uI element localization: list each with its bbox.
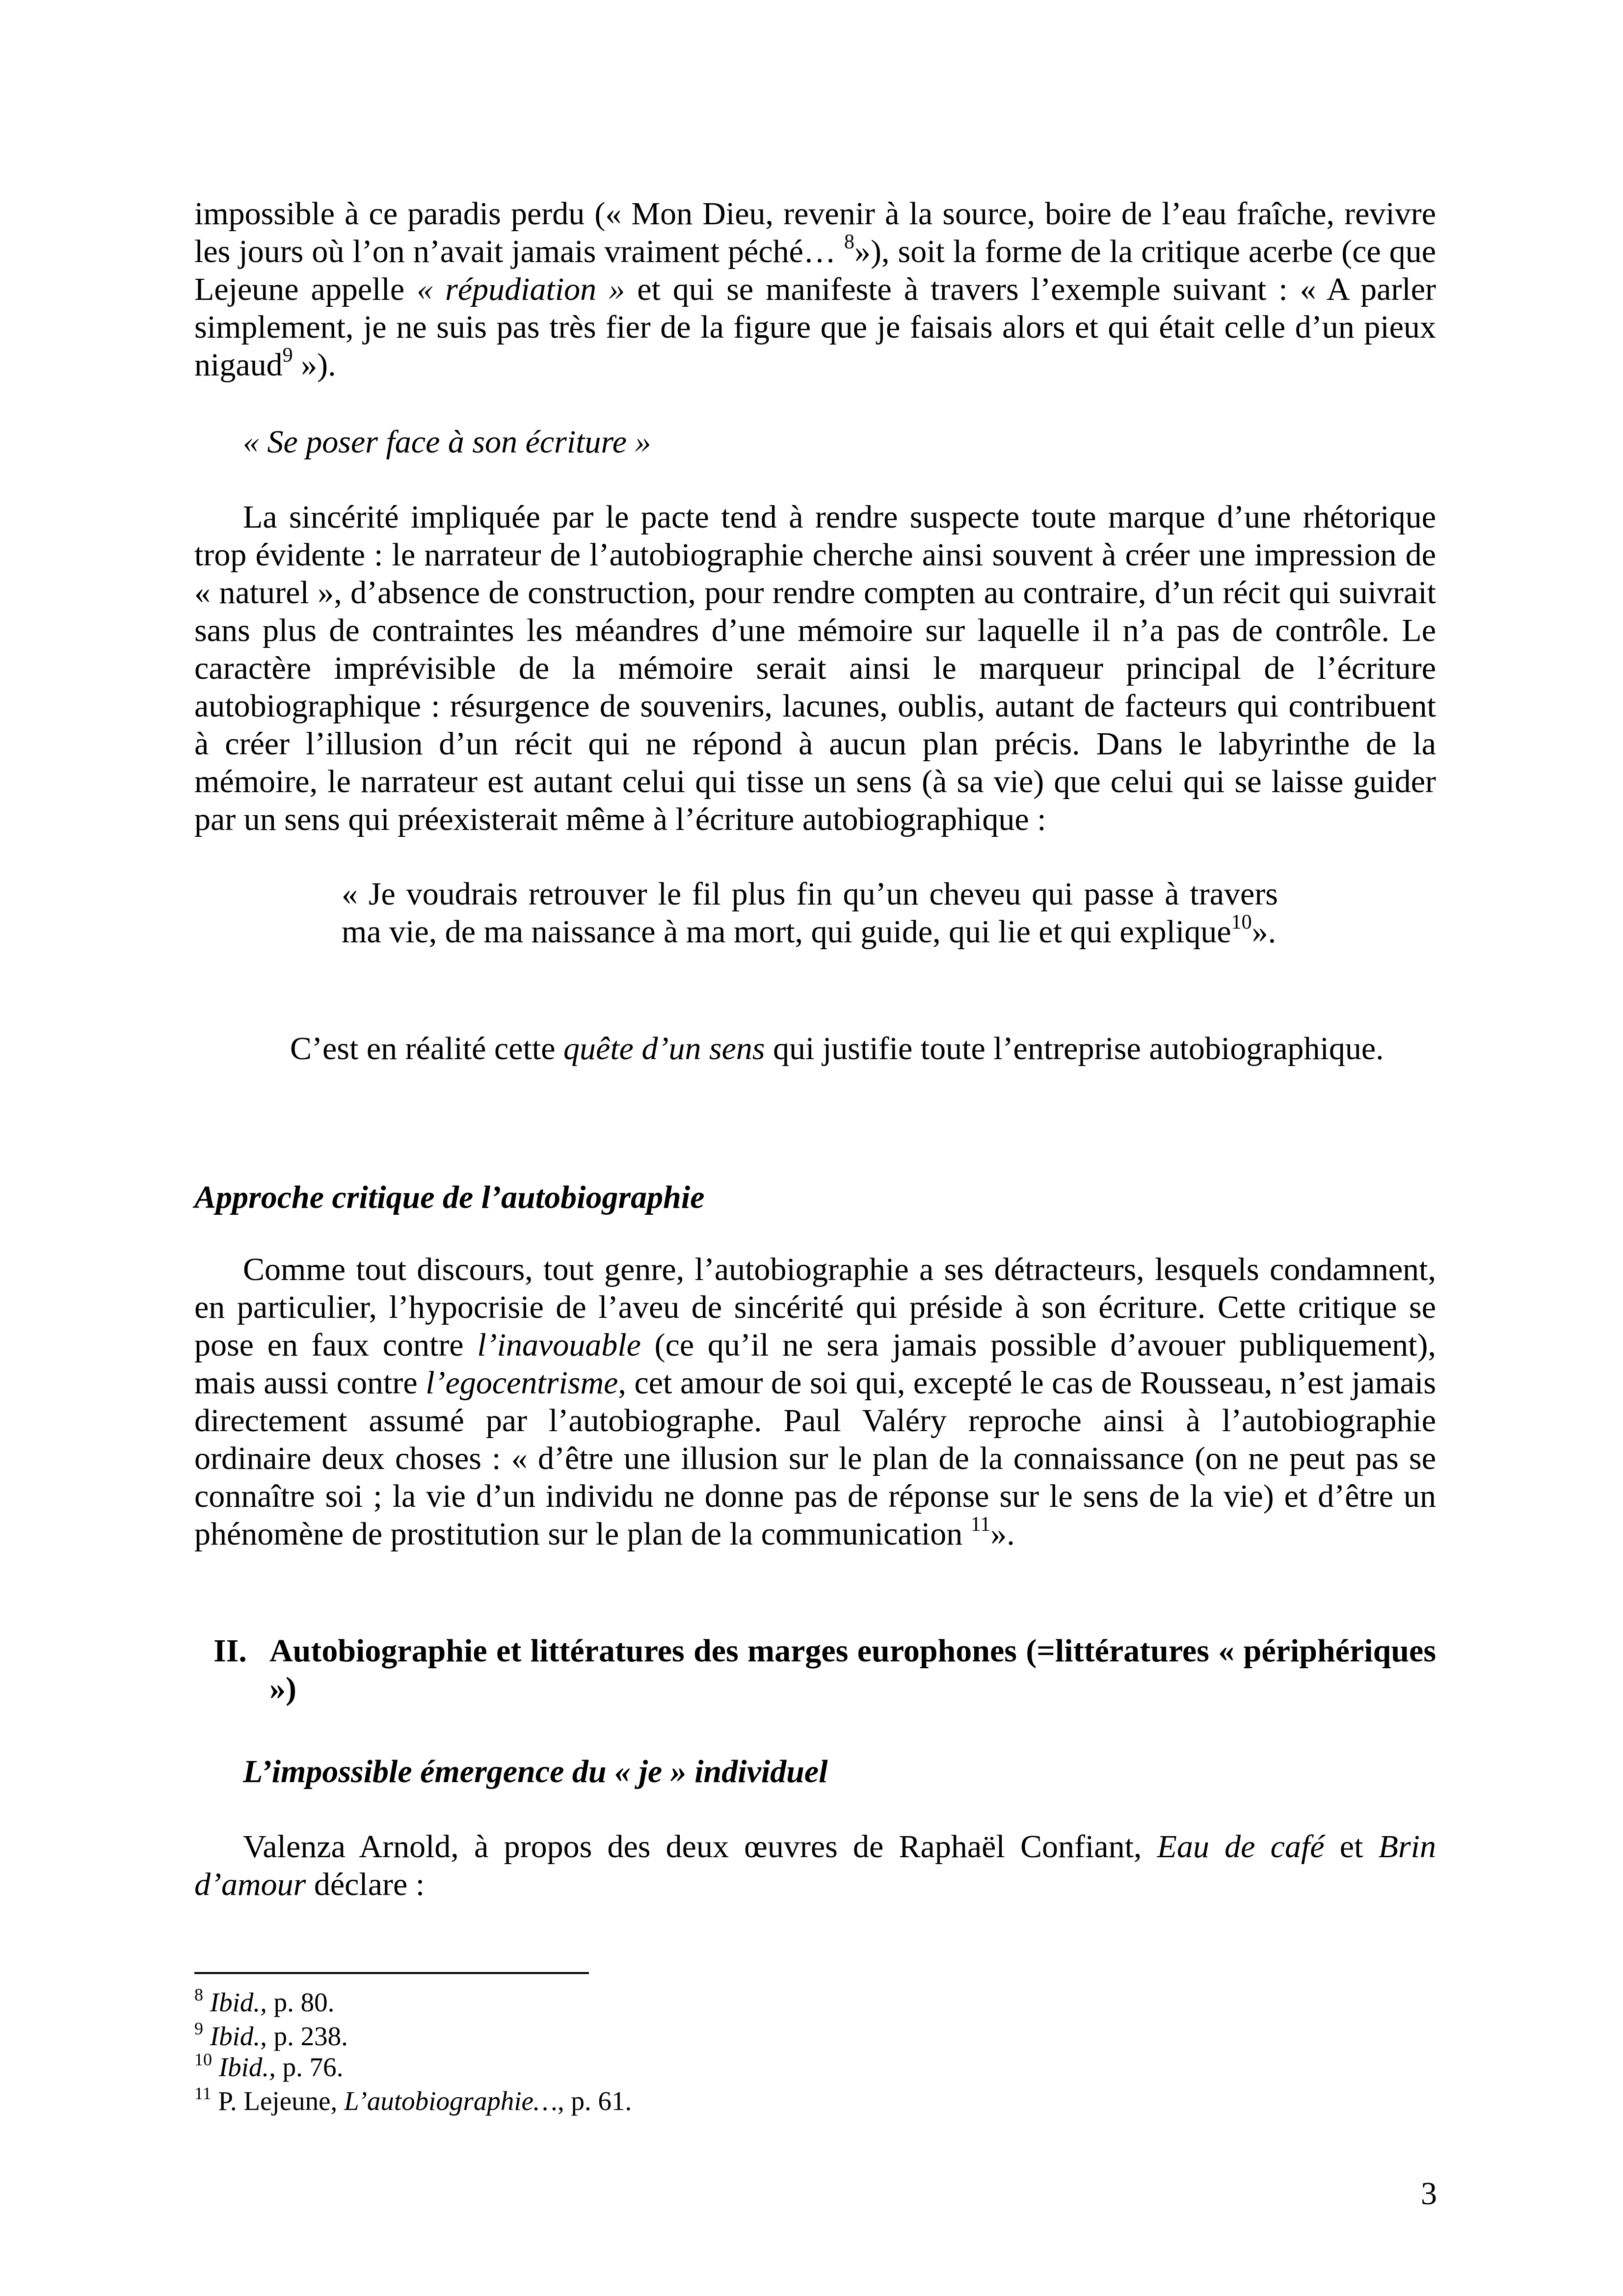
text-run: , p. 61. — [557, 2086, 632, 2116]
paragraph-critique — [194, 1251, 1436, 1553]
text-run: Eau de café — [1157, 1829, 1325, 1865]
text-run: « Je voudrais retrouver le fil plus fin qu’un cheveu qui passe à travers ma vie, de ma naissance à ma mort, qui guide, qui lie et qui explique — [342, 876, 1278, 950]
text-run: Ibid., — [218, 2052, 276, 2082]
footnote-11 — [194, 2084, 632, 2117]
text-run: « répudiation » — [417, 271, 625, 307]
text-run: et — [1324, 1829, 1379, 1865]
subheading-se-poser — [243, 423, 651, 461]
text-run: Comme tout discours, tout genre, l’autobiographie a ses détracteurs, lesquels condamnent, en particulier, l’hypocrisie de l’aveu de sincérité qui préside à son écriture. Cette critique se pose en faux contre — [194, 1252, 1436, 1363]
footnote-ref: 11 — [194, 2083, 212, 2103]
footnote-ref: 9 — [194, 2019, 203, 2038]
text-run: déclare : — [306, 1867, 425, 1902]
text-run: C’est en réalité cette — [290, 1031, 564, 1067]
text-run: La sincérité impliquée par le pacte tend à rendre suspecte toute marque d’une rhétorique trop évidente : le narrateur de l’autobiographie cherche ainsi souvent à créer une impression de « naturel », d’absence de construction, pour rendre compten au contraire, d’un récit qui suivrait sans plus de contraintes les méandres d’une mémoire sur laquelle il n’a pas de contrôle. Le caractère imprévisible de la mémoire serait ainsi le marqueur principal de l’écriture autobiographique : résurgence de souvenirs, lacunes, oublis, autant de facteurs qui contribuent à créer l’illusion d’un récit qui ne répond à aucun plan précis. Dans le labyrinthe de la mémoire, le narrateur est autant celui qui tisse un sens (à sa vie) que celui qui se laisse guider par un sens qui préexisterait même à l’écriture autobiographique : — [194, 499, 1436, 837]
text-run: Valenza Arnold, à propos des deux œuvres de Raphaël Confiant, — [243, 1829, 1157, 1865]
text-run — [203, 1987, 210, 2017]
subheading-impossible-emergence — [243, 1753, 828, 1790]
section-number: II. — [213, 1633, 247, 1669]
paragraph-continuation — [194, 195, 1436, 384]
page-number: 3 — [1421, 2176, 1437, 2212]
footnote-ref: 8 — [194, 1985, 203, 2004]
text-run: (ce qu’il ne sera jamais possible d’avouer publiquement), mais aussi contre — [194, 1327, 1436, 1401]
text-run: l’inavouable — [477, 1327, 641, 1363]
text-run: impossible à ce paradis perdu (« Mon Dieu, revenir à la source, boire de l’eau fraîche, revivre les jours où l’on n’avait jamais vraiment péché… — [194, 196, 1436, 269]
text-run: ». — [990, 1516, 1015, 1552]
text-run: p. 238. — [266, 2021, 348, 2051]
text-run: qui justifie toute l’entreprise autobiographique. — [765, 1031, 1384, 1067]
text-run: »), soit la forme de la critique acerbe (ce que Lejeune appelle — [194, 234, 1436, 307]
text-run: ». — [1251, 914, 1277, 950]
footnote-ref: 9 — [282, 344, 293, 367]
paragraph-quete — [290, 1030, 1384, 1068]
text-run: et qui se manifeste à travers l’exemple suivant : « A parler simplement, je ne suis pas très fier de la figure que je faisais alors et qui était celle d’un pieux nigaud — [194, 271, 1437, 383]
section-heading: Autobiographie et littératures des marges europhones (=littératures « périphériques ») — [269, 1633, 1436, 1707]
text-run: L’impossible émergence du « je » individuel — [243, 1754, 828, 1789]
text-run: l’egocentrisme — [426, 1365, 618, 1401]
footnote-ref: 11 — [970, 1513, 991, 1536]
text-run: p. 80. — [266, 1987, 335, 2017]
text-run: , cet amour de soi qui, excepté le cas de Rousseau, n’est jamais directement assumé par l’autobiographe. Paul Valéry reproche ainsi à l’autobiographie ordinaire deux choses : « d’être une illusion sur le plan de la connaissance (on ne peut pas se connaître soi ; la vie d’un individu ne donne pas de réponse sur le sens de la vie) et d’être un phénomène de prostitution sur le plan de la communication — [194, 1365, 1436, 1552]
block-quote — [342, 875, 1278, 951]
text-run: Ibid., — [210, 1987, 267, 2017]
footnote-8 — [194, 1986, 334, 2019]
text-run: quête d’un sens — [563, 1031, 765, 1067]
text-run: Approche critique de l’autobiographie — [194, 1179, 705, 1215]
text-run: Brin d’amour — [194, 1829, 1436, 1902]
text-run: « Se poser face à son écriture » — [243, 424, 651, 460]
footnote-9 — [194, 2020, 348, 2053]
text-run — [212, 2052, 219, 2082]
paragraph-sincerite — [194, 498, 1436, 838]
text-run — [203, 2021, 210, 2051]
text-run: P. Lejeune, — [211, 2086, 345, 2116]
text-run: »). — [293, 347, 336, 383]
text-run: Ibid., — [210, 2021, 267, 2051]
paragraph-valenza — [194, 1828, 1436, 1903]
footnote-ref: 10 — [1231, 911, 1252, 934]
footnote-ref: 8 — [844, 231, 854, 253]
heading-approche-critique — [194, 1178, 705, 1216]
footnote-separator — [194, 1972, 589, 1974]
text-run: p. 76. — [275, 2052, 344, 2082]
footnote-10 — [194, 2051, 343, 2083]
footnote-ref: 10 — [194, 2050, 212, 2069]
text-run: L’autobiographie… — [344, 2086, 558, 2116]
